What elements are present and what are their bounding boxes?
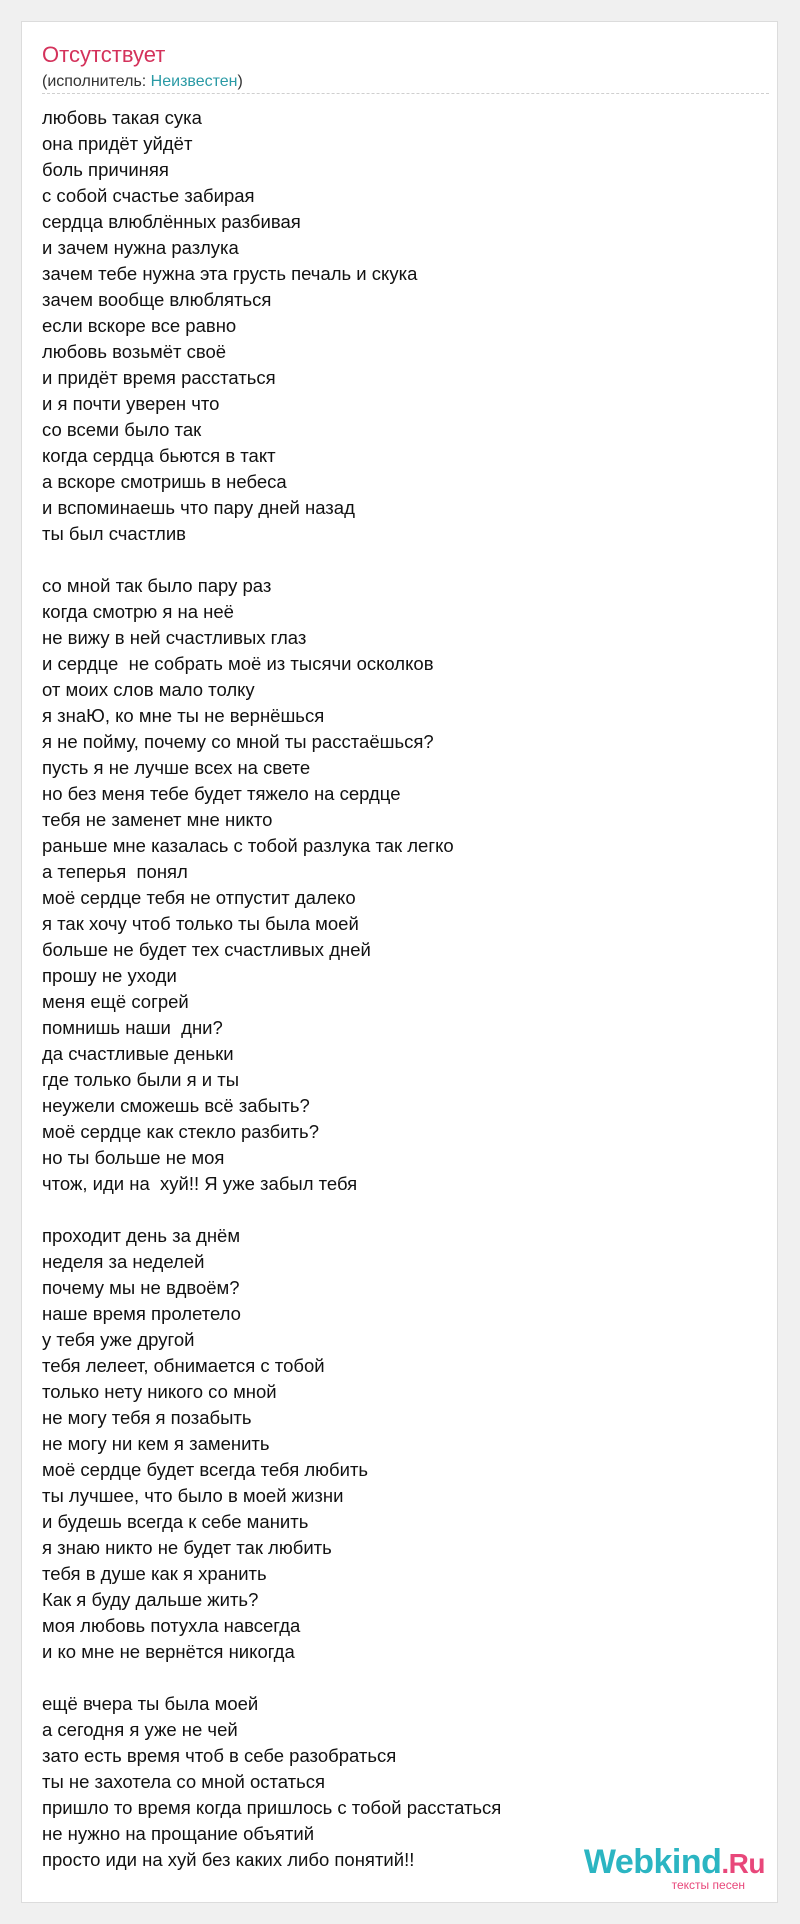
stanza-break [42, 547, 501, 573]
lyric-line: только нету никого со мной [42, 1381, 277, 1402]
artist-line [42, 72, 243, 92]
lyric-line: моя любовь потухла навсегда [42, 1615, 301, 1636]
lyric-line: помнишь наши дни? [42, 1017, 223, 1038]
lyric-line: почему мы не вдвоём? [42, 1277, 240, 1298]
logo-tld: .Ru [721, 1848, 765, 1879]
stanza-break [42, 1665, 501, 1691]
lyric-line: а теперья понял [42, 861, 188, 882]
lyric-line: и я почти уверен что [42, 393, 220, 414]
lyric-line: я так хочу чтоб только ты была моей [42, 913, 359, 934]
lyric-line: когда смотрю я на неё [42, 601, 234, 622]
stanza-break [42, 1197, 501, 1223]
lyric-line: когда сердца бьются в такт [42, 445, 276, 466]
artist-suffix: ) [237, 73, 243, 90]
lyric-line: просто иди на хуй без каких либо понятий!! [42, 1849, 415, 1870]
lyric-line: Как я буду дальше жить? [42, 1589, 259, 1610]
lyric-line: зачем тебе нужна эта грусть печаль и скука [42, 263, 418, 284]
lyric-line: и зачем нужна разлука [42, 237, 239, 258]
lyric-line: и ко мне не вернётся никогда [42, 1641, 295, 1662]
lyric-line: зачем вообще влюбляться [42, 289, 272, 310]
lyric-line: не могу ни кем я заменить [42, 1433, 270, 1454]
artist-link[interactable]: Неизвестен [150, 73, 238, 90]
lyric-line: прошу не уходи [42, 965, 177, 986]
artist-prefix: (исполнитель: [42, 73, 151, 90]
lyric-line: а вскоре смотришь в небеса [42, 471, 287, 492]
lyric-line: и будешь всегда к себе манить [42, 1511, 309, 1532]
lyric-line: наше время пролетело [42, 1303, 241, 1324]
lyric-line: если вскоре все равно [42, 315, 237, 336]
lyric-line: любовь возьмёт своё [42, 341, 227, 362]
lyric-line: моё сердце будет всегда тебя любить [42, 1459, 369, 1480]
lyric-line: раньше мне казалась с тобой разлука так легко [42, 835, 454, 856]
lyric-line: не нужно на прощание объятий [42, 1823, 315, 1844]
lyric-line: сердца влюблённых разбивая [42, 211, 301, 232]
lyric-line: ты лучшее, что было в моей жизни [42, 1485, 344, 1506]
lyric-line: пришло то время когда пришлось с тобой расстаться [42, 1797, 502, 1818]
lyric-line: ещё вчера ты была моей [42, 1693, 259, 1714]
lyric-line: тебя не заменет мне никто [42, 809, 273, 830]
lyric-line: тебя в душе как я хранить [42, 1563, 267, 1584]
lyric-line: где только были я и ты [42, 1069, 240, 1090]
lyric-line: меня ещё согрей [42, 991, 189, 1012]
lyric-line: но без меня тебе будет тяжело на сердце [42, 783, 401, 804]
lyric-line: и придёт время расстаться [42, 367, 276, 388]
lyric-line: не вижу в ней счастливых глаз [42, 627, 307, 648]
lyric-line: но ты больше не моя [42, 1147, 225, 1168]
lyric-line: а сегодня я уже не чей [42, 1719, 238, 1740]
lyric-line: не могу тебя я позабыть [42, 1407, 252, 1428]
lyric-line: ты был счастлив [42, 523, 186, 544]
lyric-line: от моих слов мало толку [42, 679, 255, 700]
lyric-line: неделя за неделей [42, 1251, 205, 1272]
lyric-line: зато есть время чтоб в себе разобраться [42, 1745, 397, 1766]
lyric-line: у тебя уже другой [42, 1329, 195, 1350]
lyric-line: с собой счастье забирая [42, 185, 255, 206]
lyric-line: я не пойму, почему со мной ты расстаёшься? [42, 731, 434, 752]
site-logo[interactable] [584, 1844, 765, 1892]
lyric-line: со всеми было так [42, 419, 202, 440]
logo-tagline: тексты песен [671, 1878, 745, 1892]
lyric-line: и вспоминаешь что пару дней назад [42, 497, 355, 518]
lyric-line: и сердце не собрать моё из тысячи осколков [42, 653, 434, 674]
lyric-line: я знаЮ, ко мне ты не вернёшься [42, 705, 325, 726]
lyric-line: чтож, иди на хуй!! Я уже забыл тебя [42, 1173, 358, 1194]
logo-wordmark [584, 1844, 765, 1882]
lyrics-card [21, 21, 778, 1903]
lyric-line: моё сердце как стекло разбить? [42, 1121, 319, 1142]
lyric-line: она придёт уйдёт [42, 133, 193, 154]
lyric-line: тебя лелеет, обнимается с тобой [42, 1355, 325, 1376]
lyric-line: больше не будет тех счастливых дней [42, 939, 371, 960]
lyric-line: боль причиняя [42, 159, 169, 180]
song-title: Отсутствует [42, 42, 166, 67]
lyric-line: да счастливые деньки [42, 1043, 234, 1064]
lyric-line: пусть я не лучше всех на свете [42, 757, 311, 778]
header-divider [42, 93, 769, 94]
lyric-line: ты не захотела со мной остаться [42, 1771, 326, 1792]
lyric-line: моё сердце тебя не отпустит далеко [42, 887, 356, 908]
lyrics-body [42, 105, 501, 1873]
lyric-line: со мной так было пару раз [42, 575, 272, 596]
lyric-line: любовь такая сука [42, 107, 202, 128]
logo-brand: Webkind [583, 1843, 722, 1881]
lyric-line: проходит день за днём [42, 1225, 241, 1246]
lyric-line: я знаю никто не будет так любить [42, 1537, 332, 1558]
lyric-line: неужели сможешь всё забыть? [42, 1095, 310, 1116]
